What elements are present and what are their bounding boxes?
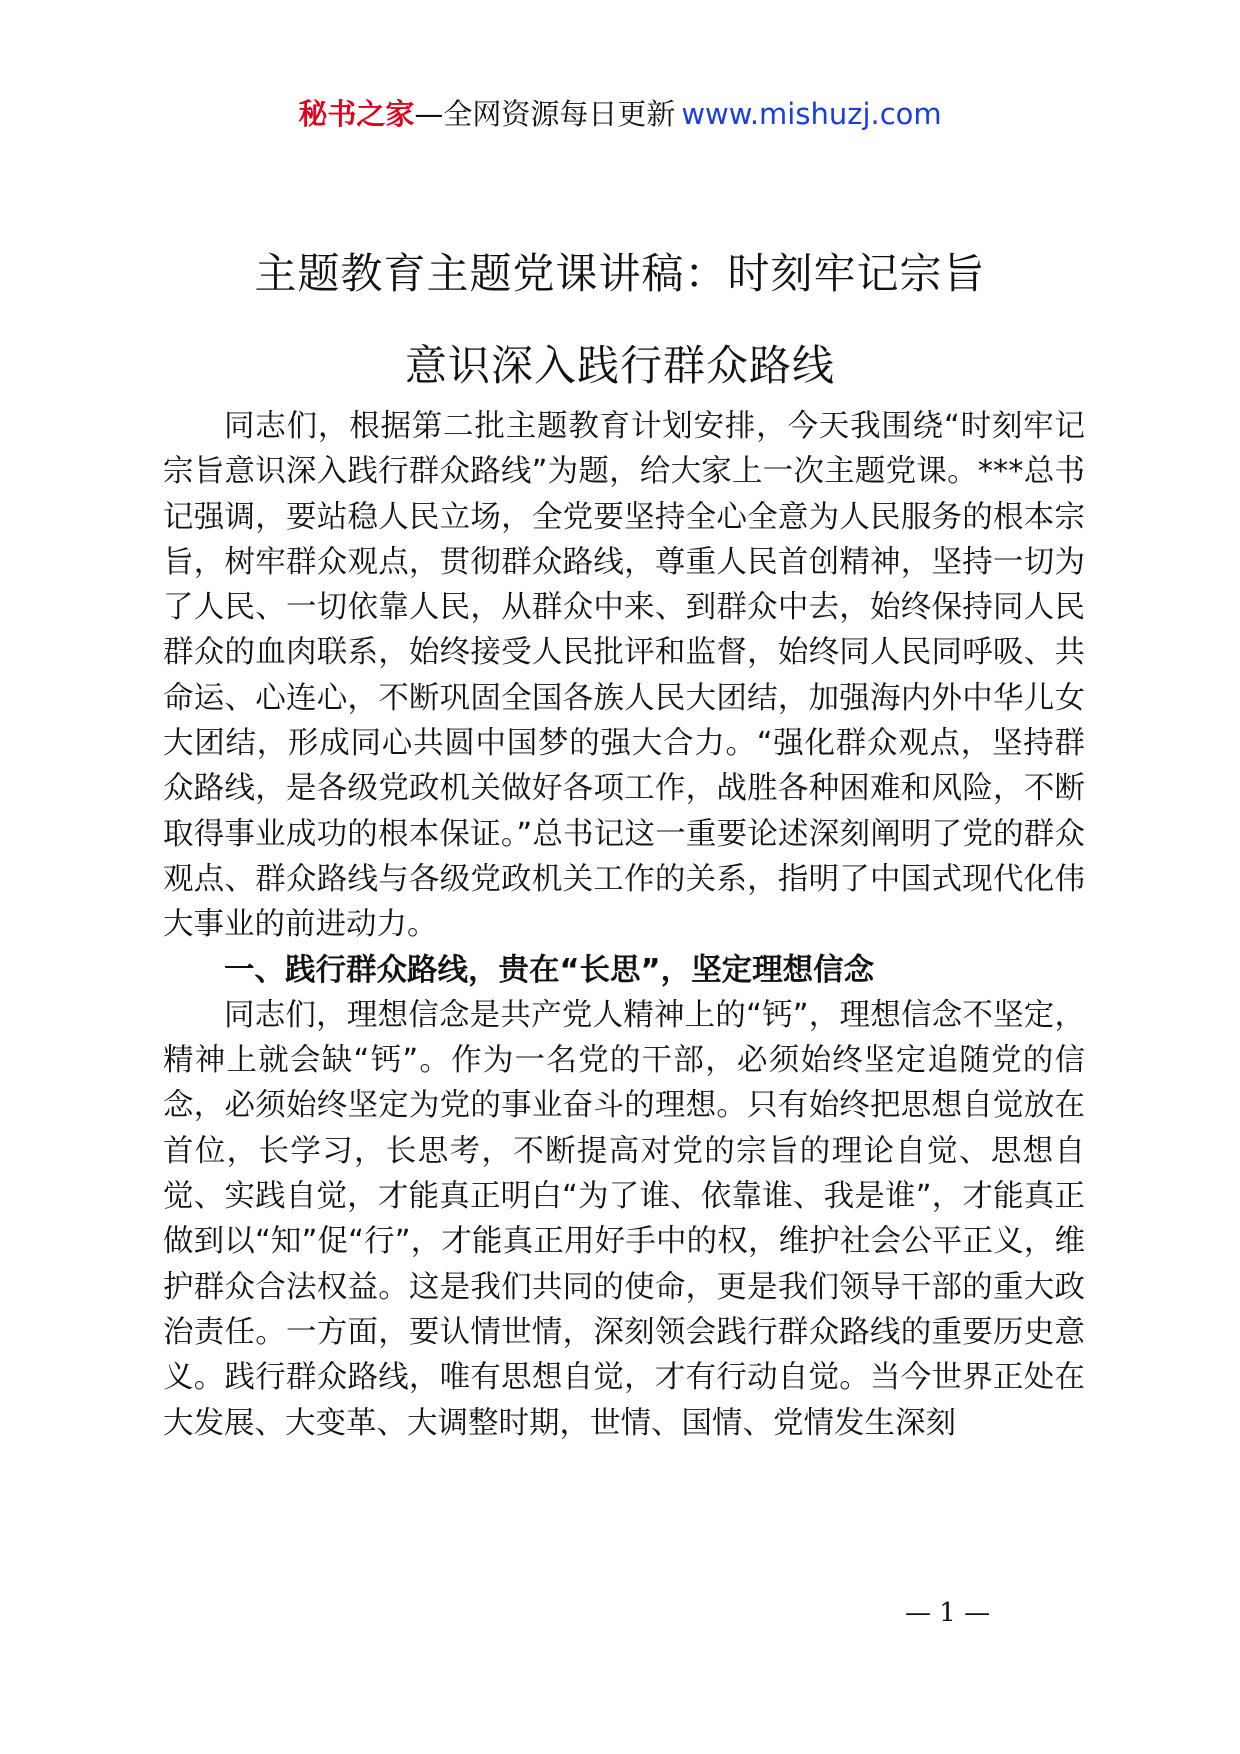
site-url-link[interactable]: www.mishuzj.com [681, 97, 942, 131]
banner-slogan: —全网资源每日更新 [414, 97, 676, 131]
brand-name: 秘书之家 [298, 97, 415, 131]
document-title-line-2: 意识深入践行群众路线 [404, 341, 835, 390]
site-banner [0, 96, 1240, 132]
document-body [163, 404, 1085, 1446]
page-number: — 1 — [905, 1598, 991, 1628]
paragraph-intro: 同志们，根据第二批主题教育计划安排，今天我围绕“时刻牢记宗旨意识深入践行群众路线”为题，给大家上一次主题党课。***总书记强调，要站稳人民立场，全党要坚持全心全意为人民服务的根本宗旨，树牢群众观点，贯彻群众路线，尊重人民首创精神，坚持一切为了人民、一切依靠人民，从群众中来、到群众中去，始终保持同人民群众的血肉联系，始终接受人民批评和监督，始终同人民同呼吸、共命运、心连心，不断巩固全国各族人民大团结，加强海内外中华儿女大团结，形成同心共圆中国梦的强大合力。“强化群众观点，坚持群众路线，是各级党政机关做好各项工作，战胜各种困难和风险，不断取得事业成功的根本保证。”总书记这一重要论述深刻阐明了党的群众观点、群众路线与各级党政机关工作的关系，指明了中国式现代化伟大事业的前进动力。 [163, 409, 1085, 943]
document-title-line-1: 主题教育主题党课讲稿：时刻牢记宗旨 [254, 249, 986, 298]
section-heading-1: 一、践行群众路线，贵在“长思”，坚定理想信念 [224, 952, 875, 988]
paragraph-section-1: 同志们，理想信念是共产党人精神上的“钙”，理想信念不坚定，精神上就会缺“钙”。作为一名党的干部，必须始终坚定追随党的信念，必须始终坚定为党的事业奋斗的理想。只有始终把思想自觉放在首位，长学习，长思考，不断提高对党的宗旨的理论自觉、思想自觉、实践自觉，才能真正明白“为了谁、依靠谁、我是谁”，才能真正做到以“知”促“行”，才能真正用好手中的权，维护社会公平正义，维护群众合法权益。这是我们共同的使命，更是我们领导干部的重大政治责任。一方面，要认情世情，深刻领会践行群众路线的重要历史意义。践行群众路线，唯有思想自觉，才有行动自觉。当今世界正处在大发展、大变革、大调整时期，世情、国情、党情发生深刻 [163, 997, 1085, 1441]
